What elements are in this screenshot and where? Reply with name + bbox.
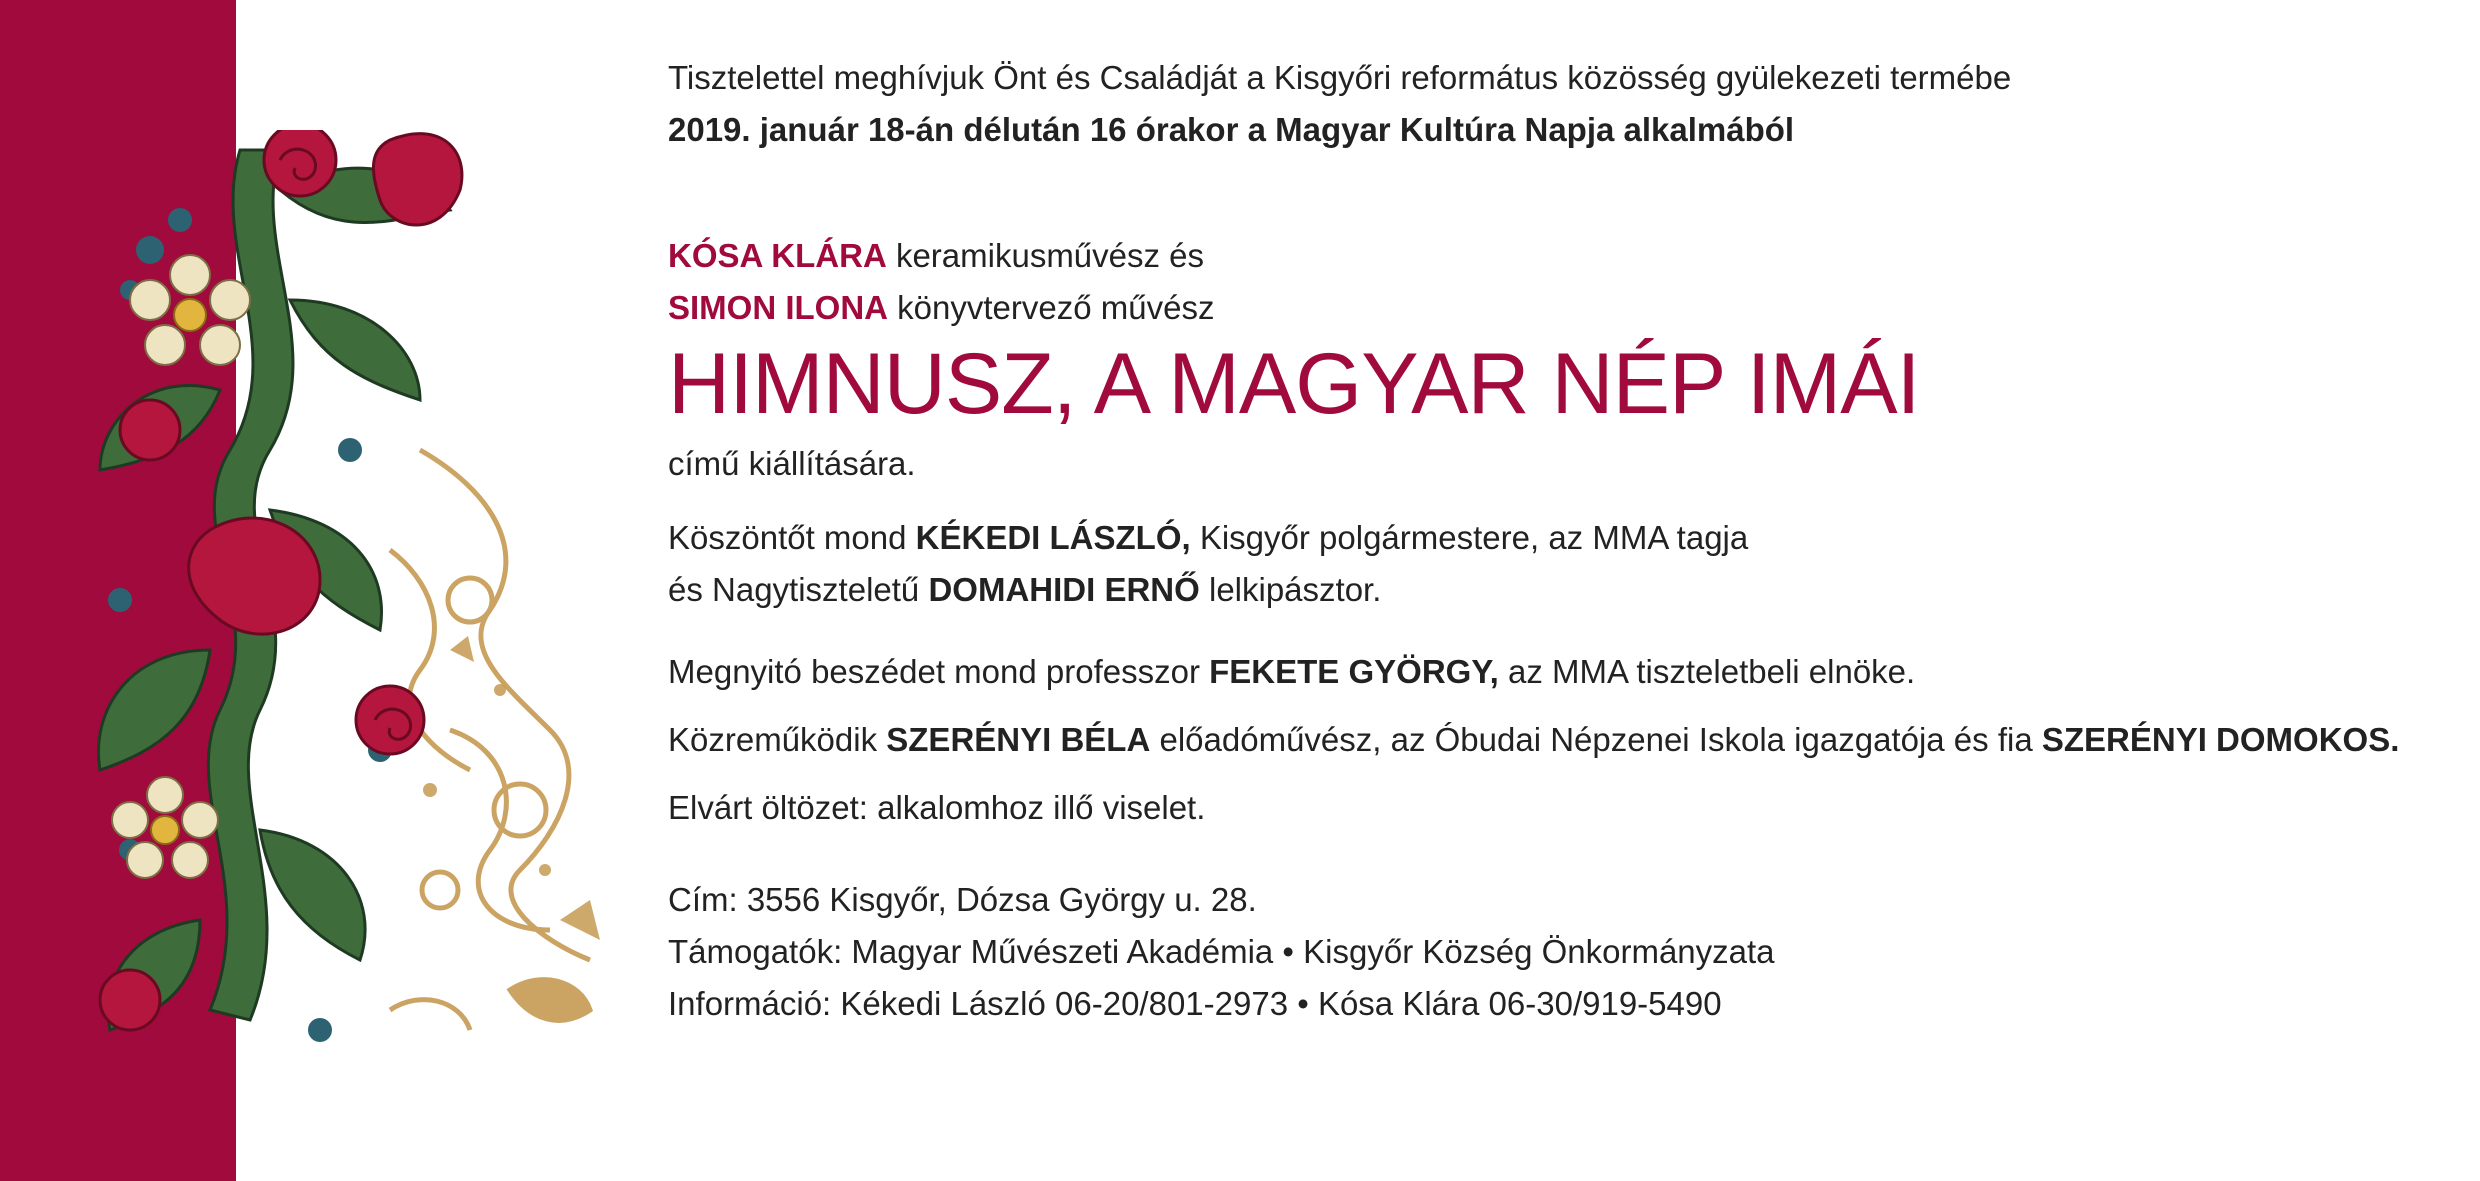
greeting-1-post: Kisgyőr polgármestere, az MMA tagja (1190, 519, 1749, 556)
opening-name: FEKETE GYÖRGY, (1209, 653, 1499, 690)
greeting-2-post: lelkipásztor. (1199, 571, 1382, 608)
address: Cím: 3556 Kisgyőr, Dózsa György u. 28. (668, 881, 1257, 918)
exhibition-suffix: című kiállítására. (668, 445, 916, 482)
ceramic-floral-ornament-icon (90, 130, 630, 1060)
greeting-2-pre: és Nagytiszteletű (668, 571, 929, 608)
artist-2-role: könyvtervező művész (888, 289, 1215, 326)
opening-line (668, 646, 2448, 698)
greeting-line-2 (668, 564, 2448, 616)
performers-mid: előadóművész, az Óbudai Népzenei Iskola igazgatója és fia (1150, 721, 2042, 758)
greeting-line-1 (668, 512, 2448, 564)
intro-line-1: Tisztelettel meghívjuk Önt és Családját a Kisgyőri református közösség gyülekezeti termébe (668, 59, 2012, 96)
performers-pre: Közreműködik (668, 721, 887, 758)
opening-pre: Megnyitó beszédet mond professzor (668, 653, 1210, 690)
greeting-1-name: KÉKEDI LÁSZLÓ, (915, 519, 1191, 556)
artist-1-name: KÓSA KLÁRA (668, 237, 887, 274)
dress-code: Elvárt öltözet: alkalomhoz illő viselet. (668, 789, 1206, 826)
greeting-1-pre: Köszöntőt mond (668, 519, 916, 556)
contact-info: Információ: Kékedi László 06-20/801-2973 • Kósa Klára 06-30/919-5490 (668, 985, 1722, 1022)
greeting-2-name: DOMAHIDI ERNŐ (928, 571, 1200, 608)
invitation-text (668, 52, 2448, 1030)
performer-1-name: SZERÉNYI BÉLA (886, 721, 1151, 758)
exhibition-title: HIMNUSZ, A MAGYAR NÉP IMÁI (668, 336, 1920, 432)
sponsors: Támogatók: Magyar Művészeti Akadémia • Kisgyőr Község Önkormányzata (668, 933, 1775, 970)
artist-1-role: keramikusművész és (886, 237, 1205, 274)
performer-2-name: SZERÉNYI DOMOKOS. (2041, 721, 2400, 758)
performers-line (668, 714, 2448, 766)
intro-line-2: 2019. január 18-án délután 16 órakor a Magyar Kultúra Napja alkalmából (668, 111, 1795, 148)
artist-2-name: SIMON ILONA (668, 289, 888, 326)
artist-1 (668, 230, 2448, 282)
opening-post: az MMA tiszteletbeli elnöke. (1498, 653, 1916, 690)
artist-2 (668, 282, 2448, 334)
